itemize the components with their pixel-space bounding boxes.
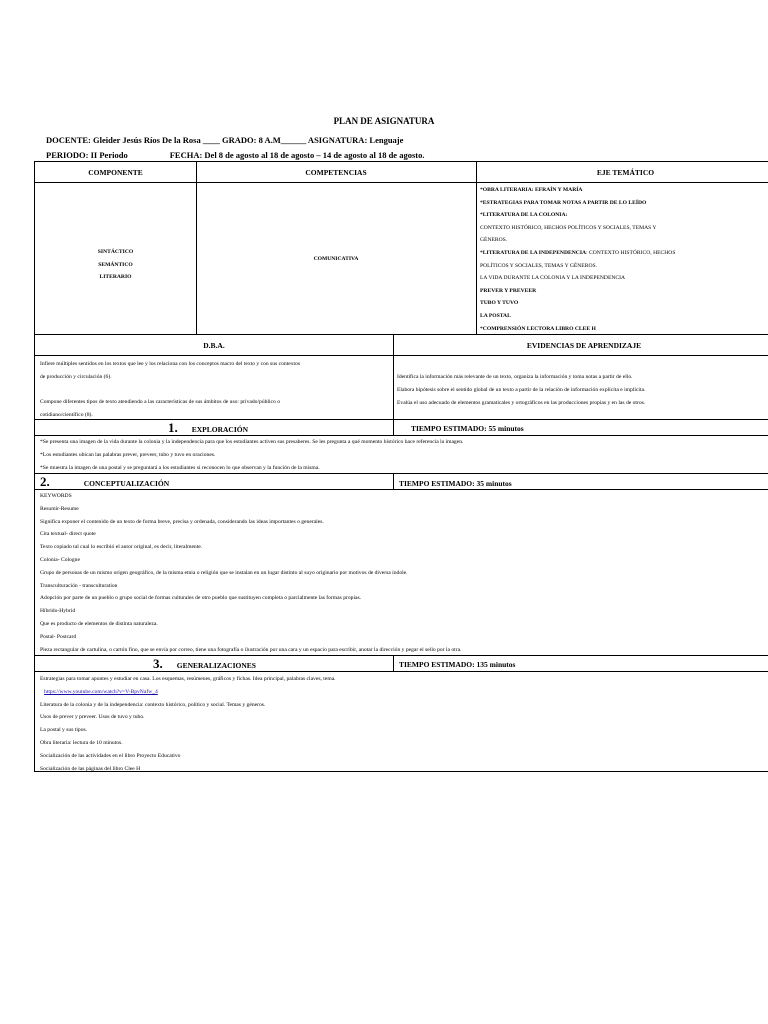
keyword-line: Adopción por parte de un pueblo o grupo social de formas culturales de otro pueblo que sustituyen completa o parcialmente las formas propias. [40,595,362,602]
eje-item-bold: *ESTRATEGIAS PARA TOMAR NOTAS A PARTIR DE LO LEÍDO [480,199,647,206]
exploracion-line: *Se muestra la imagen de una postal y se preguntará a los estudiantes si reconocen lo que observan y la función de la misma. [40,464,320,471]
keyword-line: Resumir-Resume [40,505,79,512]
keyword-line: Transculturación - transculturation [40,582,118,589]
dba-line: Infiere múltiples sentidos en los textos que lee y los relaciona con los conceptos macro del texto y con sus contextos [40,361,301,367]
youtube-link[interactable]: https://www.youtube.com/watch?v=V-BpvNafw_4 [44,688,158,695]
dba-line [40,384,390,397]
exploracion-time: TIEMPO ESTIMADO: 55 minutos [411,424,524,433]
keyword-line: Texto copiado tal cual lo escribió el autor original, es decir, literalmente. [40,544,203,551]
exploracion-heading [168,420,248,436]
section-number: 1. [168,420,178,435]
eje-item-bold: LA POSTAL [480,312,511,319]
componente-item: SINTÁCTICO [97,249,134,255]
section-number: 2. [40,474,50,489]
eje-item-text: : CONTEXTO HISTÓRICO, HECHOS [586,249,676,256]
conceptualizacion-text [40,490,461,656]
componente-header: COMPONENTE [88,168,143,177]
keyword-line: Que es producto de elementos de distinta naturaleza. [40,620,158,627]
generalizaciones-line: La postal y sus tipos. [40,727,88,734]
exploracion-section [34,419,768,474]
eje-item-text: LA VIDA DURANTE LA COLONIA Y LA INDEPENDENCIA [480,275,626,282]
section-label: CONCEPTUALIZACIÓN [83,479,170,488]
evidencia-line: Elabora hipótesis sobre el sentido global de un texto a partir de la relación de información explícita e implícita. [397,386,646,393]
components-table [34,161,768,335]
componente-list [35,246,196,284]
componente-item: SEMÁNTICO [98,261,133,268]
keyword-line: Pieza rectangular de cartulina, o cartón fino, que se envía por correo, tiene una fotografía o ilustración por una cara y un espacio para escribir, anotar la dirección y pegar el sello por la otra. [40,646,462,653]
generalizaciones-line: Socialización de las actividades en el libro Proyecto Educativo [40,752,181,759]
competencias-header: COMPETENCIAS [305,168,367,177]
exploracion-text [40,436,463,474]
eje-item-bold: *COMPRENSIÓN LECTORA LIBRO CLEE H [480,325,596,332]
eje-tematico-header: EJE TEMÁTICO [596,168,655,177]
eje-item-bold: PREVER Y PREVEER [480,287,537,294]
generalizaciones-text [40,673,336,775]
exploracion-line: *Se presenta una imagen de la vida durante la colonia y la independencia para que los estudiantes activen sus presaberes. Se les pregunta a qué momento histórico hace referencia la imagen. [40,439,464,445]
keyword-line: Postal- Postcard [40,633,77,640]
generalizaciones-line: Usos de prever y preveer. Usos de tuvo y tubo. [40,714,145,721]
keyword-line: Colonia- Cologne [40,556,80,563]
section-label: EXPLORACIÓN [191,425,249,434]
exploracion-line: *Los estudiantes ubican las palabras prever, preveer, tubo y tuvo en oraciones. [40,451,216,458]
generalizaciones-heading [153,656,256,672]
conceptualizacion-section [34,473,768,656]
keyword-line: Grupo de personas de un mismo origen geográfico, de la misma etnia o religión que se instalan en un lugar distinto al suyo originario por motivos de diversa índole. [40,569,408,576]
teacher-info-line: DOCENTE: Gleider Jesús Ríos De la Rosa ____ GRADO: 8 A.M______ ASIGNATURA: Lenguaje [46,135,404,145]
conceptualizacion-heading [40,474,169,490]
eje-item-bold: *OBRA LITERARIA: EFRAÍN Y MARÍA [480,187,583,193]
evidencia-line: Identifica la información más relevante de un texto, organiza la información y toma notas a partir de ello. [397,374,633,380]
generalizaciones-line: Literatura de la colonia y de la independencia: contexto histórico, político y social. Temas y géneros. [40,701,266,708]
date-label: FECHA: Del 8 de agosto al 18 de agosto – 14 de agosto al 18 de agosto. [169,150,425,160]
dba-line: cotidiano/científico (8). [40,412,93,419]
dba-line: Compone diferentes tipos de texto atendiendo a las características de sus ámbitos de uso: privado/público o [40,399,281,406]
keyword-line: Cita textual- direct quote [40,531,96,538]
generalizaciones-section [34,655,768,772]
dba-text [40,358,390,422]
evidencias-header: EVIDENCIAS DE APRENDIZAJE [526,341,642,350]
componente-item: LITERARIO [99,274,132,281]
generalizaciones-line: Estrategias para tomar apuntes y estudiar en casa. Los esquemas, resúmenes, gráficos y fichas. Idea principal, palabras claves, tema. [40,676,336,682]
period-date-line [46,150,424,160]
conceptualizacion-time: TIEMPO ESTIMADO: 35 minutos [399,479,512,488]
keyword-line: KEYWORDS [40,493,72,499]
eje-item-bold: TUBO Y TUVO [480,300,519,307]
dba-line: de producción y circulación (6). [40,373,112,380]
evidencia-line: Evalúa el uso adecuado de elementos gramaticales y ortográficos en las producciones propias y en las de otros. [397,399,646,406]
eje-item-text: CONTEXTO HISTÓRICO, HECHOS POLÍTICOS Y SOCIALES, TEMAS Y [480,224,657,231]
generalizaciones-line: Obra literaria: lectura de 10 minutos. [40,739,123,746]
dba-header: D.B.A. [203,341,225,350]
keyword-line: Significa exponer el contenido de un texto de forma breve, precisa y ordenada, considerando las ideas importantes o generales. [40,518,324,525]
generalizaciones-line: Socialización de las páginas del libro Clee H [40,765,141,772]
page-title: PLAN DE ASIGNATURA [333,116,435,126]
section-label: GENERALIZACIONES [176,661,256,670]
section-number: 3. [153,656,163,671]
evidencias-text [397,371,768,409]
eje-item-bold: *LITERATURA DE LA INDEPENDENCIA [480,249,587,256]
eje-item-text: GÉNEROS. [480,237,508,244]
eje-tematico-list [480,184,768,335]
period-label: PERIODO: II Periodo [46,150,128,160]
competencia-value: COMUNICATIVA [313,256,359,262]
generalizaciones-time: TIEMPO ESTIMADO: 135 minutos [399,660,516,669]
eje-item-bold: *LITERATURA DE LA COLONIA: [480,212,568,219]
keyword-line: Híbrido-Hybrid [40,608,76,615]
eje-item-text: POLÍTICOS Y SOCIALES, TEMAS Y GÉNEROS. [480,262,598,269]
dba-table [34,334,768,420]
